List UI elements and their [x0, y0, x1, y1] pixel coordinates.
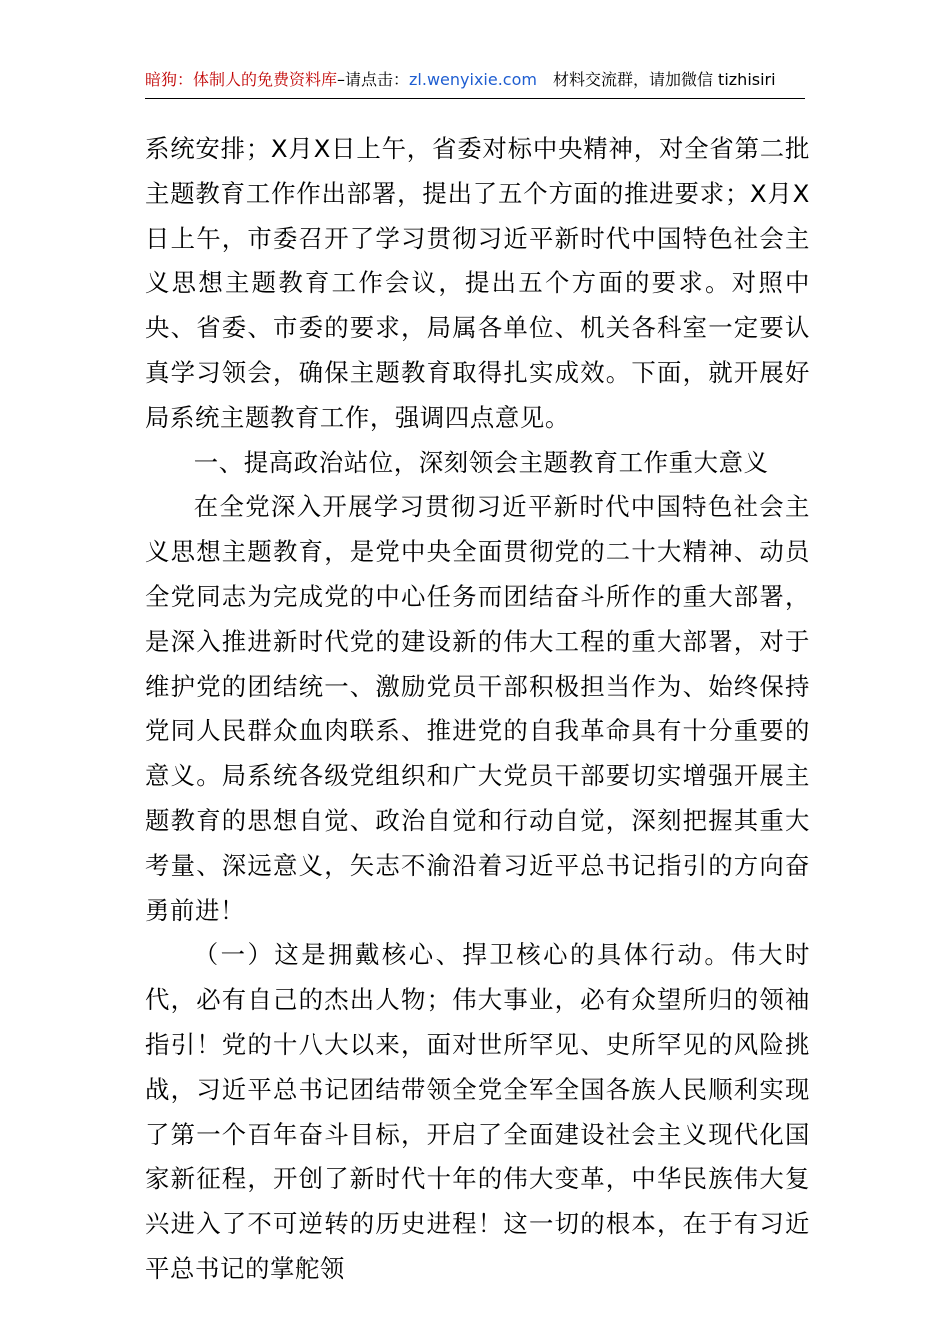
header-link[interactable]: zl.wenyixie.com [409, 70, 537, 89]
paragraph-significance: 在全党深入开展学习贯彻习近平新时代中国特色社会主义思想主题教育，是党中央全面贯彻党的二十大精神、动员全党同志为完成党的中心任务而团结奋斗所作的重大部署，是深入推进新时代党的建设新的伟大工程的重大部署，对于维护党的团结统一、激励党员干部积极担当作为、始终保持党同人民群众血肉联系、推进党的自我革命具有十分重要的意义。局系统各级党组织和广大党员干部要切实增强开展主题教育的思想自觉、政治自觉和行动自觉，深刻把握其重大考量、深远意义，矢志不渝沿着习近平总书记指引的方向奋勇前进！ [145, 492, 810, 925]
header-prompt: –请点击： [337, 70, 410, 89]
paragraph-intro-continued: 系统安排；X月X日上午，省委对标中央精神，对全省第二批主题教育工作作出部署，提出了五个方面的推进要求；X月X日上午，市委召开了学习贯彻习近平新时代中国特色社会主义思想主题教育工作会议，提出五个方面的要求。对照中央、省委、市委的要求，局属各单位、机关各科室一定要认真学习领会，确保主题教育取得扎实成效。下面，就开展好局系统主题教育工作，强调四点意见。 [145, 134, 810, 432]
paragraph-subsection-1: （一）这是拥戴核心、捍卫核心的具体行动。伟大时代，必有自己的杰出人物；伟大事业，必有众望所归的领袖指引！党的十八大以来，面对世所罕见、史所罕见的风险挑战，习近平总书记团结带领全党全军全国各族人民顺利实现了第一个百年奋斗目标，开启了全面建设社会主义现代化国家新征程，开创了新时代十年的伟大变革，中华民族伟大复兴进入了不可逆转的历史进程！这一切的根本，在于有习近平总书记的掌舵领 [145, 940, 810, 1283]
document-body [145, 127, 810, 1292]
header-site-name: 暗狗：体制人的免费资料库 [145, 70, 338, 89]
section-heading-1: 一、提高政治站位，深刻领会主题教育工作重大意义 [193, 447, 769, 477]
page-header [145, 62, 805, 99]
header-contact: 材料交流群，请加微信 tizhisiri [552, 70, 776, 89]
